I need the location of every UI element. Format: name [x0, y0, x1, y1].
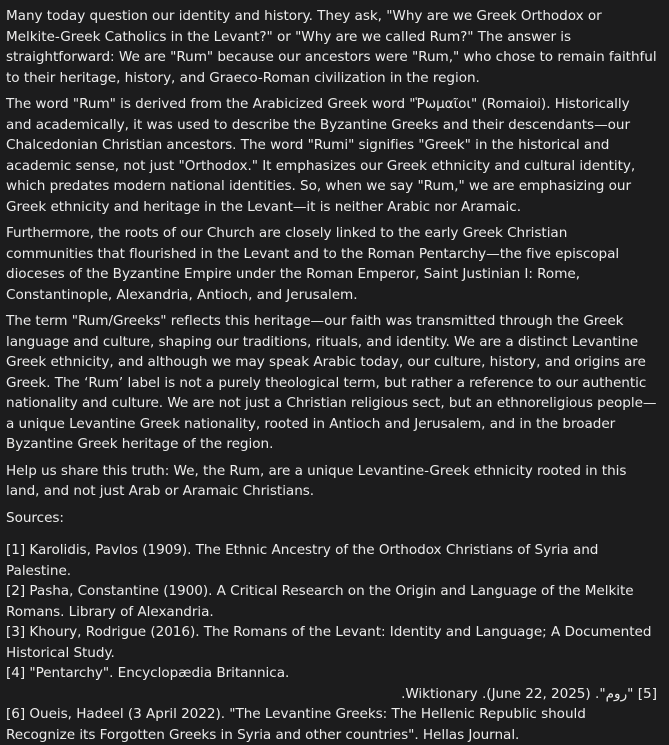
sources-list [6, 540, 657, 745]
paragraph-call-to-action: Help us share this truth: We, the Rum, are a unique Levantine-Greek ethnicity rooted in this land, and not just Arab or Aramaic Christians. [6, 462, 627, 499]
sources-heading: Sources: [6, 509, 64, 526]
paragraph-intro: Many today question our identity and history. They ask, "Why are we Greek Orthodox or Melkite-Greek Catholics in the Levant?" or "Why are we called Rum?" The answer is straightforward: We are "Rum" because our ancestors were "Rum," who chose to remain faithful to their heritage, history, and Graeco-Roman civilization in the region. [6, 8, 657, 86]
source-item: [5] "روم". (June 22, 2025). Wiktionary. [401, 685, 657, 702]
source-item: [6] Oueis, Hadeel (3 April 2022). "The Levantine Greeks: The Hellenic Republic should Recognize its Forgotten Greeks in Syria and other countries". Hellas Journal. [6, 706, 586, 743]
source-item: [4] "Pentarchy". Encyclopædia Britannica. [6, 665, 290, 681]
paragraph-word-rum: The word "Rum" is derived from the Arabicized Greek word "Ῥωμαῖοι" (Romaioi). Historically and academically, it was used to describe the Byzantine Greeks and their descendants—our Chalcedonian Christian ancestors. The word "Rumi" signifies "Greek" in the historical and academic sense, not just "Orthodox." It emphasizes our Greek ethnicity and cultural identity, which predates modern national identities. So, when we say "Rum," we are emphasizing our Greek ethnicity and heritage in the Levant—it is neither Arabic nor Aramaic. [6, 96, 636, 215]
source-item: [2] Pasha, Constantine (1900). A Critical Research on the Origin and Language of the Melkite Romans. Library of Alexandria. [6, 583, 634, 620]
source-item: [3] Khoury, Rodrigue (2016). The Romans of the Levant: Identity and Language; A Documented Historical Study. [6, 624, 652, 661]
paragraph-heritage: The term "Rum/Greeks" reflects this heritage—our faith was transmitted through the Greek language and culture, shaping our traditions, rituals, and identity. We are a distinct Levantine Greek ethnicity, and although we may speak Arabic today, our culture, history, and origins are Greek. The ‘Rum’ label is not a purely theological term, but rather a reference to our authentic nationality and culture. We are not just a Christian religious sect, but an ethnoreligious people—a unique Levantine Greek nationality, rooted in Antioch and Jerusalem, and in the broader Byzantine Greek heritage of the region. [6, 313, 657, 452]
source-item: [1] Karolidis, Pavlos (1909). The Ethnic Ancestry of the Orthodox Christians of Syria and Palestine. [6, 542, 599, 579]
paragraph-church-roots: Furthermore, the roots of our Church are closely linked to the early Greek Christian communities that flourished in the Levant and to the Roman Pentarchy—the five episcopal dioceses of the Byzantine Empire under the Roman Emperor, Saint Justinian I: Rome, Constantinople, Alexandria, Antioch, and Jerusalem. [6, 225, 620, 303]
